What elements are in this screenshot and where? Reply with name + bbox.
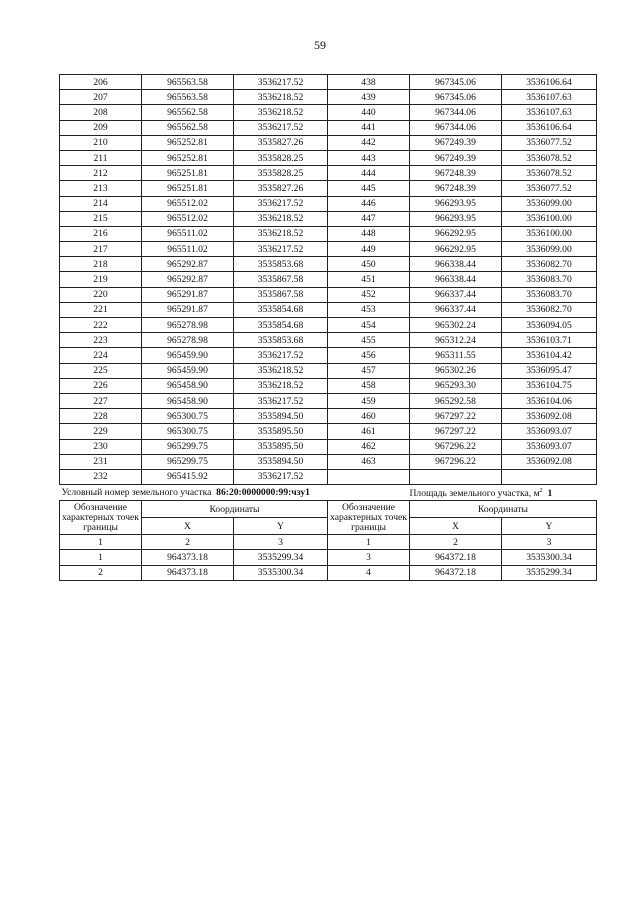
table-cell: 3536217.52 (234, 393, 328, 408)
table-row (60, 424, 597, 439)
table-cell: 222 (60, 318, 142, 333)
table-row (60, 226, 597, 241)
parcel-number-cell (60, 485, 410, 501)
point-label-header-left: Обозначение характерных точек границы (60, 501, 142, 535)
table-cell: 3535300.34 (502, 550, 597, 565)
table-cell: 3535300.34 (234, 565, 328, 580)
table-cell: 965562.58 (142, 120, 234, 135)
table-cell: 457 (328, 363, 410, 378)
table-cell: 965312.24 (410, 333, 502, 348)
table-cell: 3536078.52 (502, 166, 597, 181)
parcel-number-label: Условный номер земельного участка (61, 487, 212, 499)
table-cell: 964373.18 (142, 565, 234, 580)
table-cell: 965291.87 (142, 287, 234, 302)
table-cell: 438 (328, 75, 410, 90)
table-cell: 441 (328, 120, 410, 135)
table-cell: 965300.75 (142, 424, 234, 439)
table-cell: 3536217.52 (234, 120, 328, 135)
table-cell: 965311.55 (410, 348, 502, 363)
table-cell: 3535894.50 (234, 409, 328, 424)
table-cell: 965563.58 (142, 90, 234, 105)
table-cell: 224 (60, 348, 142, 363)
index-cell: 3 (234, 535, 328, 550)
point-label-header-right: Обозначение характерных точек границы (328, 501, 410, 535)
table-cell: 3536218.52 (234, 211, 328, 226)
table-cell: 3536218.52 (234, 363, 328, 378)
coords-header-right: Координаты (410, 501, 597, 518)
index-cell: 1 (60, 535, 142, 550)
table-cell: 226 (60, 378, 142, 393)
table-cell: 967345.06 (410, 75, 502, 90)
table-cell: 3535853.68 (234, 333, 328, 348)
table-cell: 455 (328, 333, 410, 348)
table-row (60, 75, 597, 90)
parcel-area-label: Площадь земельного участка, м (409, 488, 540, 500)
table-cell: 207 (60, 90, 142, 105)
table-cell: 3535854.68 (234, 302, 328, 317)
table-cell: 3535854.68 (234, 318, 328, 333)
table-row (60, 469, 597, 484)
table-cell: 3536218.52 (234, 378, 328, 393)
table-cell: 3536092.08 (502, 454, 597, 469)
table-cell: 967249.39 (410, 135, 502, 150)
table-cell: 965458.90 (142, 378, 234, 393)
table-cell: 443 (328, 150, 410, 165)
table-cell: 964372.18 (410, 550, 502, 565)
table-cell: 3536217.52 (234, 196, 328, 211)
table-cell: 966337.44 (410, 302, 502, 317)
table-cell: 3535895.50 (234, 424, 328, 439)
table-cell: 967344.06 (410, 105, 502, 120)
table-cell: 448 (328, 226, 410, 241)
table-row (60, 166, 597, 181)
table-cell: 3536218.52 (234, 105, 328, 120)
table-cell: 3536218.52 (234, 226, 328, 241)
table-cell: 219 (60, 272, 142, 287)
table-cell: 3536093.07 (502, 439, 597, 454)
table-cell: 4 (328, 565, 410, 580)
table-cell: 965562.58 (142, 105, 234, 120)
table-cell: 967249.39 (410, 150, 502, 165)
table-row (60, 105, 597, 120)
table-cell: 3535299.34 (502, 565, 597, 580)
table-cell: 965251.81 (142, 181, 234, 196)
index-cell: 2 (410, 535, 502, 550)
table-cell: 3536107.63 (502, 90, 597, 105)
x-header-right: X (410, 518, 502, 535)
table-cell: 451 (328, 272, 410, 287)
table-cell: 3536099.00 (502, 196, 597, 211)
table-cell (502, 469, 597, 484)
table-row (60, 378, 597, 393)
table-cell (328, 469, 410, 484)
table-row (60, 302, 597, 317)
table-cell: 967297.22 (410, 424, 502, 439)
table-cell (410, 469, 502, 484)
table-cell: 965278.98 (142, 318, 234, 333)
table-cell: 965459.90 (142, 363, 234, 378)
table-cell: 1 (60, 550, 142, 565)
table-row (60, 318, 597, 333)
table-cell: 964372.18 (410, 565, 502, 580)
table-cell: 452 (328, 287, 410, 302)
table-cell: 3536104.75 (502, 378, 597, 393)
table-cell: 463 (328, 454, 410, 469)
y-header-right: Y (502, 518, 597, 535)
table-cell: 214 (60, 196, 142, 211)
parcel-info-row (60, 485, 597, 501)
table-cell: 3535867.58 (234, 287, 328, 302)
table-cell: 227 (60, 393, 142, 408)
table-cell: 966337.44 (410, 287, 502, 302)
table-row (60, 393, 597, 408)
table-cell: 216 (60, 226, 142, 241)
table-cell: 3536077.52 (502, 135, 597, 150)
parcel-number: 86:20:0000000:99:чзу1 (216, 487, 310, 499)
table-cell: 217 (60, 242, 142, 257)
table-cell: 967344.06 (410, 120, 502, 135)
parcel-area-value: 1 (547, 488, 553, 500)
table-cell: 3536104.06 (502, 393, 597, 408)
table-row (60, 565, 597, 580)
table-cell: 209 (60, 120, 142, 135)
table-cell: 456 (328, 348, 410, 363)
table-cell: 3536106.64 (502, 120, 597, 135)
table-cell: 459 (328, 393, 410, 408)
table-cell: 965291.87 (142, 302, 234, 317)
table-cell: 446 (328, 196, 410, 211)
table-cell: 965302.24 (410, 318, 502, 333)
table-cell: 229 (60, 424, 142, 439)
table-cell: 3536095.47 (502, 363, 597, 378)
coords-header-left: Координаты (142, 501, 328, 518)
table-cell: 3535827.26 (234, 181, 328, 196)
table-cell: 3535827.26 (234, 135, 328, 150)
table-cell: 965292.87 (142, 272, 234, 287)
table-cell: 3535828.25 (234, 166, 328, 181)
table-cell: 965252.81 (142, 135, 234, 150)
table-cell: 3536077.52 (502, 181, 597, 196)
table-cell: 461 (328, 424, 410, 439)
table-cell: 450 (328, 257, 410, 272)
table-row (60, 550, 597, 565)
table-cell: 460 (328, 409, 410, 424)
table-cell: 3536100.00 (502, 211, 597, 226)
table-cell: 3536100.00 (502, 226, 597, 241)
table-row (60, 333, 597, 348)
table-cell: 965300.75 (142, 409, 234, 424)
table-row (60, 135, 597, 150)
table-cell: 3536082.70 (502, 257, 597, 272)
table-cell: 966338.44 (410, 257, 502, 272)
table-cell: 444 (328, 166, 410, 181)
table-cell: 458 (328, 378, 410, 393)
table-cell: 967296.22 (410, 454, 502, 469)
table-row (60, 242, 597, 257)
table-cell: 3536082.70 (502, 302, 597, 317)
table-cell: 440 (328, 105, 410, 120)
table-cell: 965278.98 (142, 333, 234, 348)
table-cell: 965292.87 (142, 257, 234, 272)
table-cell: 965251.81 (142, 166, 234, 181)
table-cell: 232 (60, 469, 142, 484)
table-cell: 213 (60, 181, 142, 196)
table-cell: 965512.02 (142, 211, 234, 226)
table-cell: 215 (60, 211, 142, 226)
table-row (60, 150, 597, 165)
header-row (60, 501, 597, 518)
table-cell: 966338.44 (410, 272, 502, 287)
table-cell: 964373.18 (142, 550, 234, 565)
table-cell: 965458.90 (142, 393, 234, 408)
table-cell: 965299.75 (142, 454, 234, 469)
table-row (60, 181, 597, 196)
table-row (60, 287, 597, 302)
table-cell: 3535853.68 (234, 257, 328, 272)
table-cell: 231 (60, 454, 142, 469)
table-cell: 3536217.52 (234, 242, 328, 257)
table-row (60, 196, 597, 211)
table-cell: 225 (60, 363, 142, 378)
table-row (60, 348, 597, 363)
table-cell: 965459.90 (142, 348, 234, 363)
coordinates-table-body (60, 75, 597, 485)
table-cell: 965302.26 (410, 363, 502, 378)
table-cell: 3536083.70 (502, 287, 597, 302)
table-cell: 965511.02 (142, 242, 234, 257)
x-header-left: X (142, 518, 234, 535)
table-cell: 442 (328, 135, 410, 150)
table-cell: 211 (60, 150, 142, 165)
table-cell: 966292.95 (410, 226, 502, 241)
table-cell: 3536107.63 (502, 105, 597, 120)
index-cell: 3 (502, 535, 597, 550)
table-cell: 212 (60, 166, 142, 181)
table-cell: 230 (60, 439, 142, 454)
table-cell: 3535299.34 (234, 550, 328, 565)
table-cell: 3535828.25 (234, 150, 328, 165)
table-cell: 967296.22 (410, 439, 502, 454)
table-cell: 965511.02 (142, 226, 234, 241)
table-cell: 3536106.64 (502, 75, 597, 90)
table-cell: 3536094.05 (502, 318, 597, 333)
page-number: 59 (314, 38, 326, 52)
table-cell: 3536093.07 (502, 424, 597, 439)
table-cell: 965299.75 (142, 439, 234, 454)
table-cell: 966293.95 (410, 211, 502, 226)
parcel-coordinates-body (60, 550, 597, 580)
table-cell: 439 (328, 90, 410, 105)
table-cell: 3536217.52 (234, 348, 328, 363)
table-cell: 3536218.52 (234, 90, 328, 105)
table-cell: 462 (328, 439, 410, 454)
table-cell: 454 (328, 318, 410, 333)
area-unit-superscript: 2 (539, 488, 543, 495)
table-row (60, 257, 597, 272)
table-cell: 967297.22 (410, 409, 502, 424)
table-cell: 3536092.08 (502, 409, 597, 424)
table-cell: 453 (328, 302, 410, 317)
table-cell: 3535894.50 (234, 454, 328, 469)
table-cell: 3535867.58 (234, 272, 328, 287)
table-cell: 221 (60, 302, 142, 317)
table-row (60, 211, 597, 226)
table-cell: 967345.06 (410, 90, 502, 105)
table-cell: 228 (60, 409, 142, 424)
table-cell: 2 (60, 565, 142, 580)
table-row (60, 120, 597, 135)
table-cell: 218 (60, 257, 142, 272)
table-cell: 220 (60, 287, 142, 302)
index-cell: 1 (328, 535, 410, 550)
table-cell: 965415.92 (142, 469, 234, 484)
table-cell: 3536083.70 (502, 272, 597, 287)
table-cell: 3536217.52 (234, 469, 328, 484)
table-cell: 210 (60, 135, 142, 150)
table-cell: 967248.39 (410, 181, 502, 196)
table-cell: 449 (328, 242, 410, 257)
table-cell: 447 (328, 211, 410, 226)
table-cell: 208 (60, 105, 142, 120)
table-cell: 3536103.71 (502, 333, 597, 348)
y-header-left: Y (234, 518, 328, 535)
table-cell: 3536217.52 (234, 75, 328, 90)
table-cell: 3536104.42 (502, 348, 597, 363)
table-row (60, 454, 597, 469)
parcel-area-cell (410, 485, 597, 501)
table-row (60, 363, 597, 378)
table-cell: 967248.39 (410, 166, 502, 181)
table-cell: 3536099.00 (502, 242, 597, 257)
table-cell: 3536078.52 (502, 150, 597, 165)
table-cell: 965293.30 (410, 378, 502, 393)
parcel-section (60, 485, 597, 550)
table-cell: 965252.81 (142, 150, 234, 165)
table-cell: 3 (328, 550, 410, 565)
table-row (60, 272, 597, 287)
table-cell: 445 (328, 181, 410, 196)
table-cell: 965512.02 (142, 196, 234, 211)
table-cell: 223 (60, 333, 142, 348)
table-cell: 966292.95 (410, 242, 502, 257)
coordinates-table (59, 74, 597, 581)
table-row (60, 409, 597, 424)
table-cell: 3535895.50 (234, 439, 328, 454)
table-cell: 965292.58 (410, 393, 502, 408)
table-row (60, 90, 597, 105)
table-row (60, 439, 597, 454)
table-cell: 206 (60, 75, 142, 90)
table-cell: 965563.58 (142, 75, 234, 90)
index-cell: 2 (142, 535, 234, 550)
index-row (60, 535, 597, 550)
table-cell: 966293.95 (410, 196, 502, 211)
